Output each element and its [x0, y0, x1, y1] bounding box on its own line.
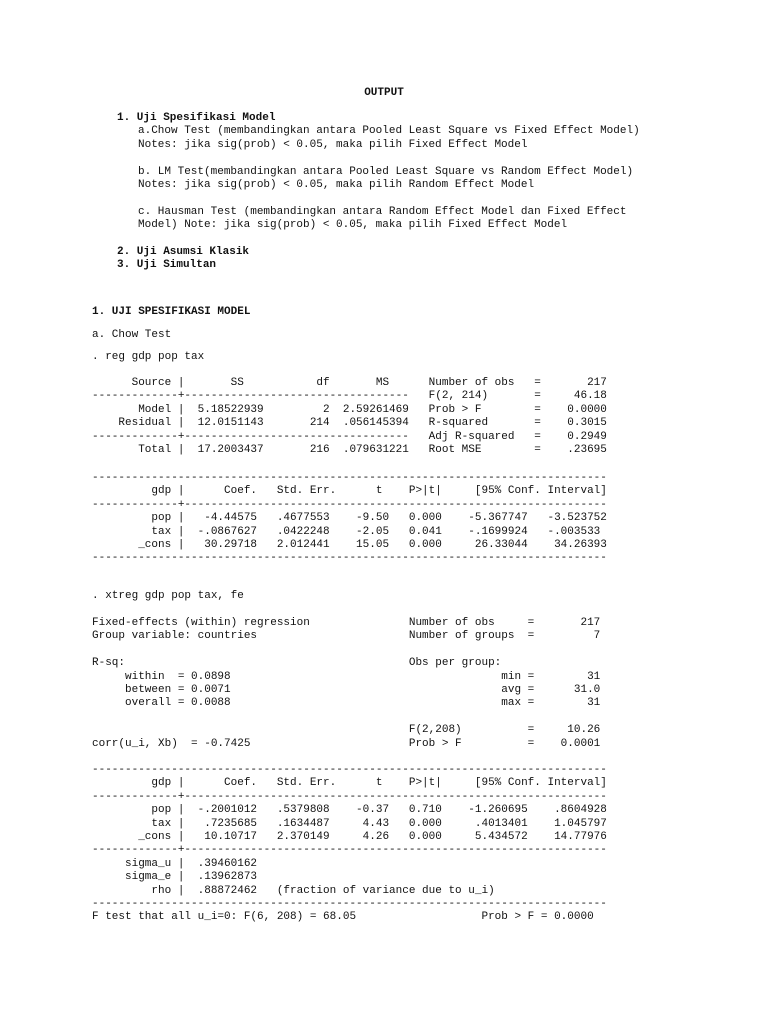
anova-row: Source | SS df MS Number of obs = 217	[92, 377, 607, 389]
coef-row: sigma_u | .39460162	[92, 857, 258, 870]
ols-coef-table	[92, 472, 607, 566]
coef-row: ------------------------------------------------------------------------------	[92, 764, 607, 776]
fe-header-row: F(2,208) = 10.26	[92, 724, 601, 737]
anova-row: -------------+---------------------------------- Adj R-squared = 0.2949	[92, 430, 607, 443]
coef-row: ------------------------------------------------------------------------------	[92, 897, 607, 910]
reg-command: . reg gdp pop tax	[92, 351, 205, 363]
lm-test-note: Notes: jika sig(prob) < 0.05, maka pilih Random Effect Model	[138, 178, 535, 191]
anova-row: Model | 5.18522939 2 2.59261469 Prob > F = 0.0000	[92, 403, 607, 416]
spec-list	[117, 112, 640, 233]
coef-row: pop | -.2001012 .5379808 -0.37 0.710 -1.260695 .8604928	[92, 804, 607, 817]
coef-row: gdp | Coef. Std. Err. t P>|t| [95% Conf. Interval]	[92, 485, 607, 498]
spec-sublist	[117, 125, 640, 232]
coef-row: tax | .7235685 .1634487 4.43 0.000 .4013401 1.045797	[92, 817, 607, 830]
other-list	[117, 246, 249, 273]
fe-header-row	[92, 711, 600, 724]
fe-header-row	[92, 644, 600, 657]
fe-header-row: Fixed-effects (within) regression Number of obs = 217	[92, 617, 601, 629]
anova-row: Total | 17.2003437 216 .079631221 Root MSE = .23695	[92, 443, 607, 456]
coef-row: ------------------------------------------------------------------------------	[92, 472, 607, 484]
list-item-uji-simultan: 3. Uji Simultan	[117, 259, 217, 272]
lm-test-desc: b. LM Test(membandingkan antara Pooled Least Square vs Random Effect Model)	[138, 165, 634, 178]
section-heading: 1. UJI SPESIFIKASI MODEL	[92, 306, 251, 318]
spacer	[138, 152, 640, 165]
fe-coef-table	[92, 764, 607, 925]
coef-row: rho | .88872462 (fraction of variance due to u_i)	[92, 884, 495, 897]
fe-header-row: R-sq: Obs per group:	[92, 657, 502, 670]
hausman-test-note: Model) Note: jika sig(prob) < 0.05, maka pilih Fixed Effect Model	[138, 219, 568, 232]
coef-row: tax | -.0867627 .0422248 -2.05 0.041 -.1699924 -.003533	[92, 525, 601, 538]
coef-row: pop | -4.44575 .4677553 -9.50 0.000 -5.367747 -3.523752	[92, 512, 607, 525]
anova-table	[92, 377, 607, 457]
chow-test-note: Notes: jika sig(prob) < 0.05, maka pilih Fixed Effect Model	[138, 138, 528, 151]
coef-row: ------------------------------------------------------------------------------	[92, 552, 607, 565]
spacer	[138, 192, 640, 205]
coef-row: _cons | 10.10717 2.370149 4.26 0.000 5.434572 14.77976	[92, 830, 607, 843]
fe-header-block	[92, 617, 600, 751]
coef-row: -------------+----------------------------------------------------------------	[92, 498, 607, 511]
coef-row: _cons | 30.29718 2.012441 15.05 0.000 26.33044 34.26393	[92, 538, 607, 551]
coef-row: gdp | Coef. Std. Err. t P>|t| [95% Conf. Interval]	[92, 777, 607, 790]
anova-row: -------------+---------------------------------- F(2, 214) = 46.18	[92, 390, 607, 403]
hausman-test-desc: c. Hausman Test (membandingkan antara Random Effect Model dan Fixed Effect	[138, 205, 627, 218]
fe-header-row: overall = 0.0088 max = 31	[92, 697, 601, 710]
fe-header-row: corr(u_i, Xb) = -0.7425 Prob > F = 0.0001	[92, 737, 601, 750]
coef-row: sigma_e | .13962873	[92, 871, 258, 884]
anova-row: Residual | 12.0151143 214 .056145394 R-squared = 0.3015	[92, 417, 607, 430]
list-item-uji-spesifikasi: 1. Uji Spesifikasi Model	[117, 112, 276, 124]
page-title: OUTPUT	[364, 87, 404, 99]
coef-row: -------------+----------------------------------------------------------------	[92, 844, 607, 857]
chow-test-label: a. Chow Test	[92, 329, 172, 341]
fe-header-row: within = 0.0898 min = 31	[92, 670, 601, 683]
xtreg-command: . xtreg gdp pop tax, fe	[92, 590, 244, 602]
coef-row: -------------+----------------------------------------------------------------	[92, 790, 607, 803]
fe-header-row: between = 0.0071 avg = 31.0	[92, 683, 601, 696]
fe-header-row: Group variable: countries Number of groups = 7	[92, 630, 601, 643]
list-item-uji-asumsi: 2. Uji Asumsi Klasik	[117, 246, 250, 258]
f-test-line: F test that all u_i=0: F(6, 208) = 68.05 Prob > F = 0.0000	[92, 911, 594, 924]
chow-test-desc: a.Chow Test (membandingkan antara Pooled Least Square vs Fixed Effect Model)	[138, 125, 640, 138]
